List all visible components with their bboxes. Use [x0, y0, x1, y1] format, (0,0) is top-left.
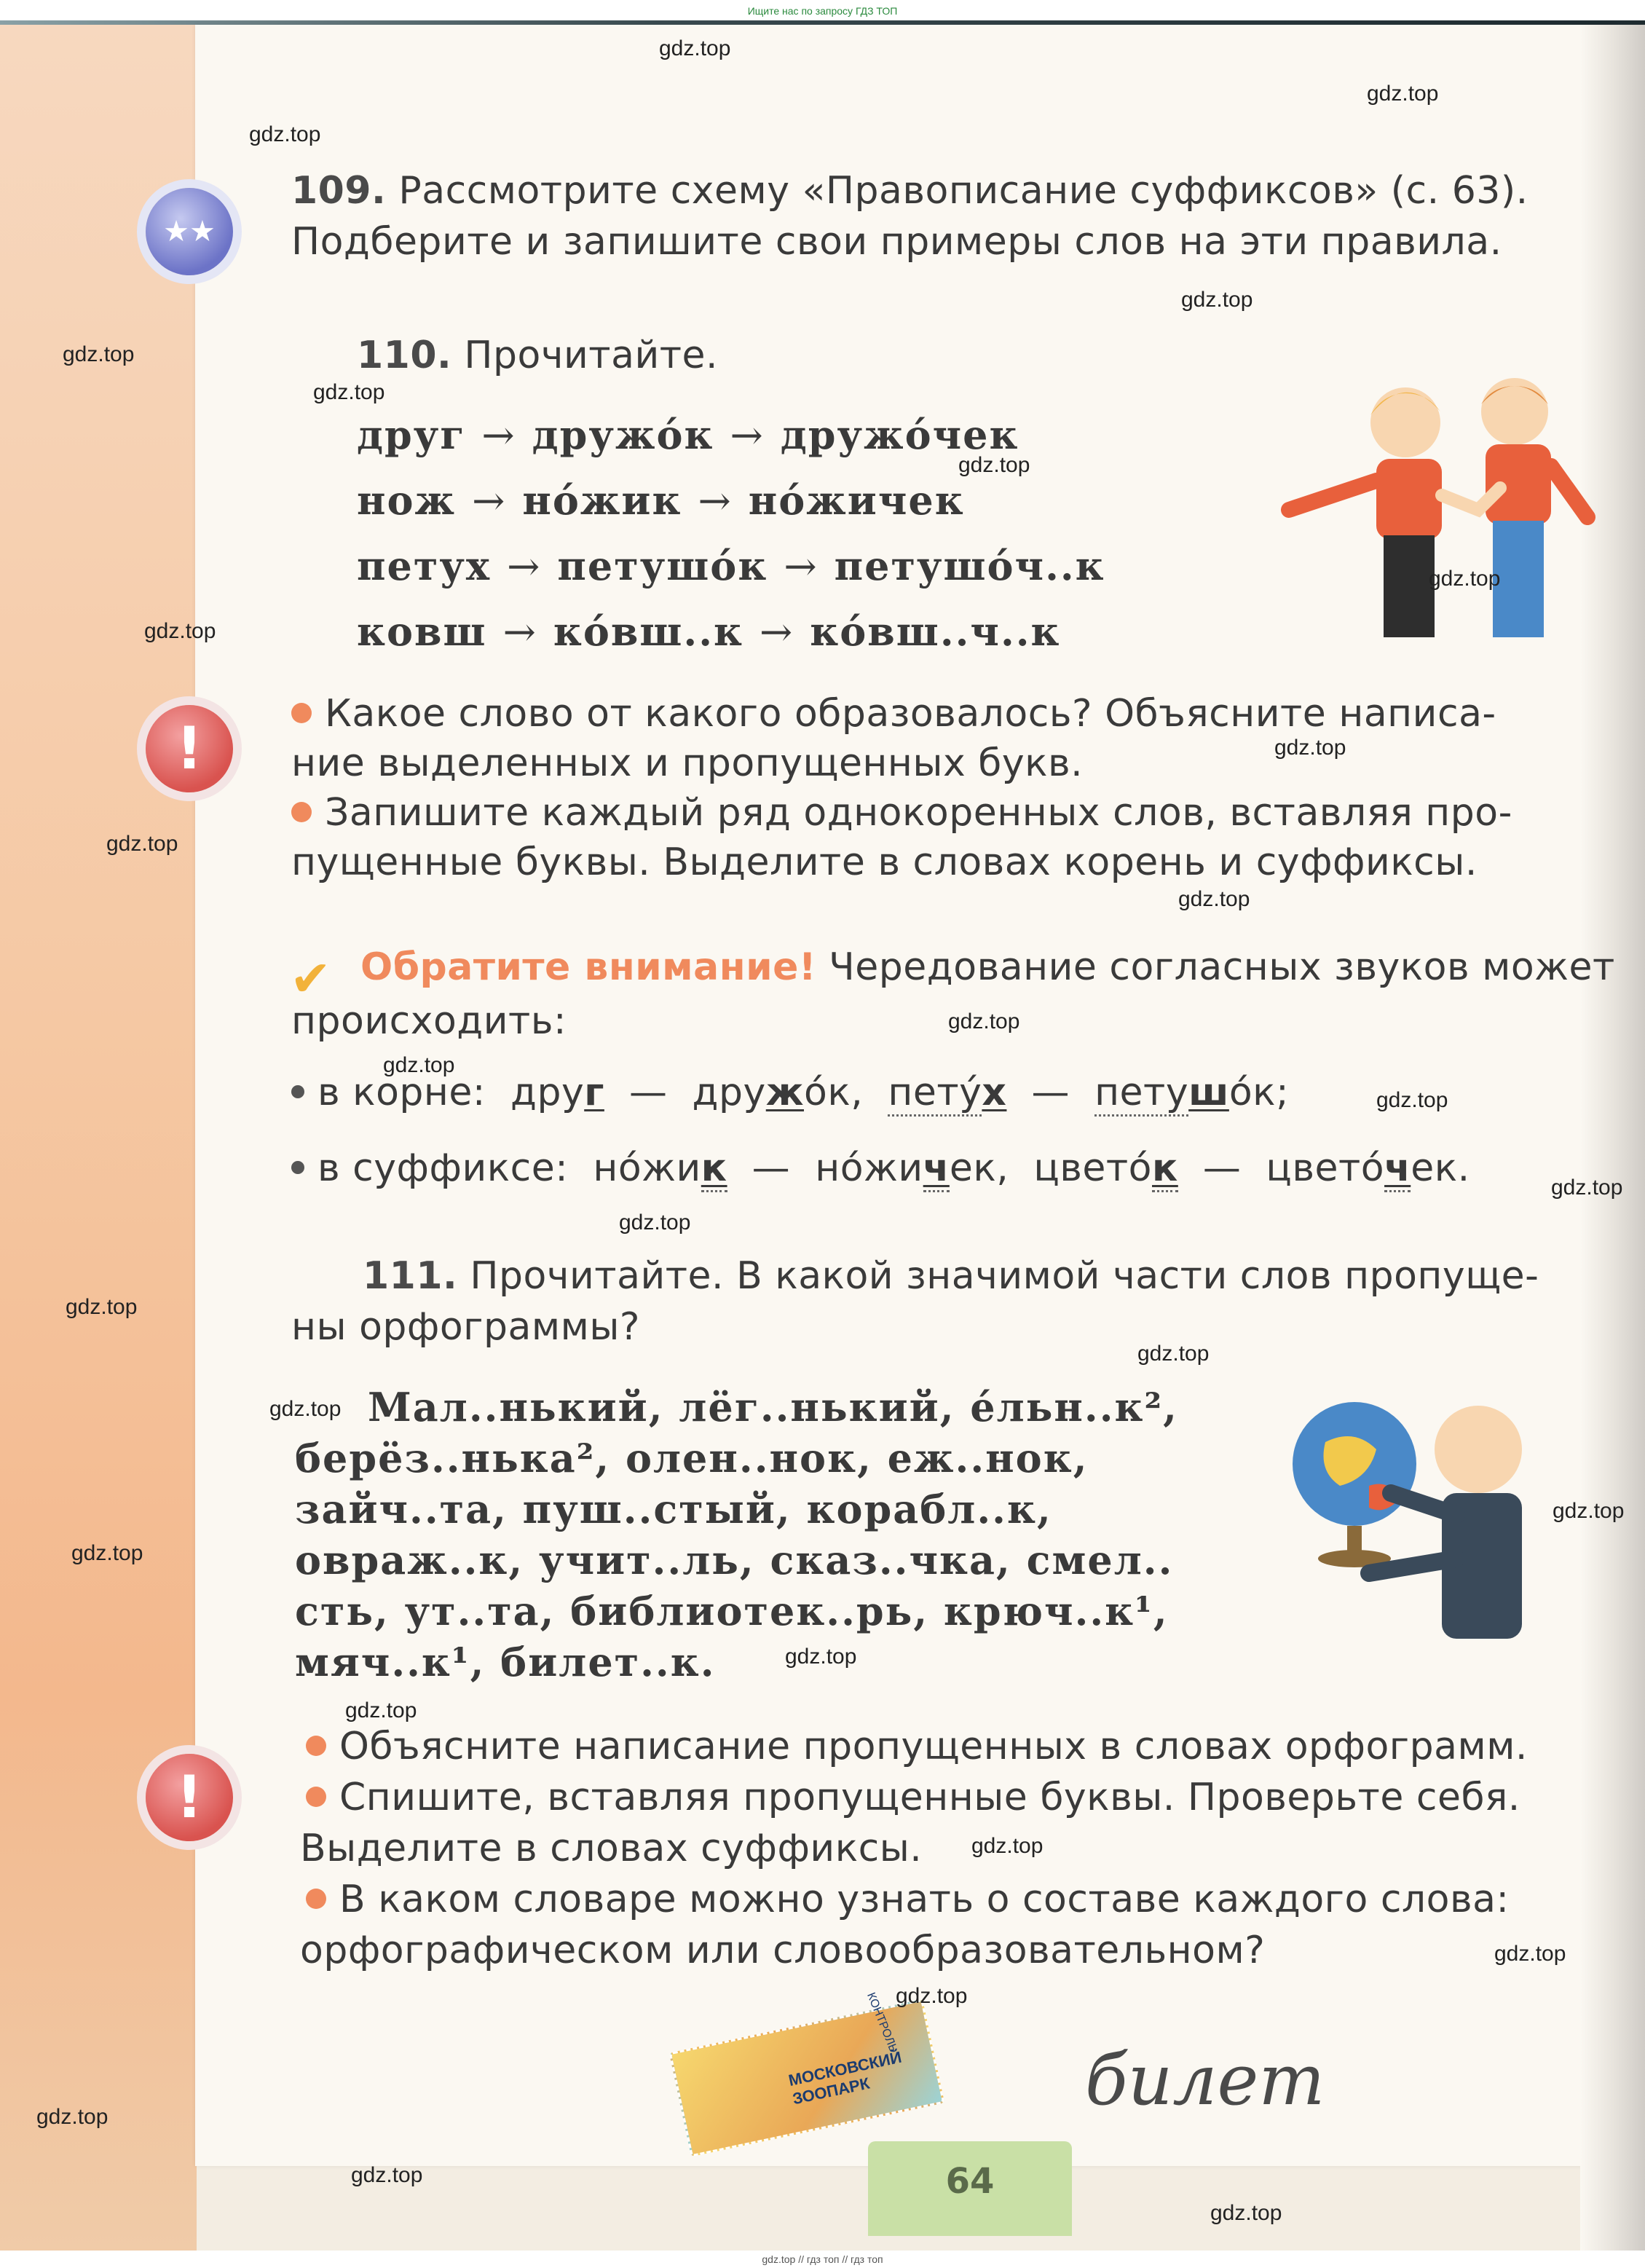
arrow-icon: → — [507, 543, 542, 589]
arrow-icon: → — [502, 609, 537, 655]
watermark: gdz.top — [106, 832, 178, 856]
ex111-line1 — [363, 1254, 1645, 1298]
letter-highlight: ш — [1188, 1071, 1229, 1114]
ex110-task1a: Какое слово от какого образовалось? Объясните написа- — [325, 692, 1496, 736]
watermark: gdz.top — [1210, 2201, 1282, 2225]
ex111-words-line: сть, ут..та, библиотек..рь, крюч..к¹, — [295, 1588, 1169, 1634]
note-suffix-line — [291, 1146, 1595, 1190]
letter-highlight: ч — [923, 1146, 950, 1192]
word-part: о́к; — [1228, 1071, 1290, 1114]
root-label: в корне: — [317, 1071, 486, 1114]
watermark: gdz.top — [144, 619, 216, 643]
page-number: 64 — [868, 2141, 1072, 2236]
ex110-row — [357, 477, 965, 524]
ex110-task1-line1 — [291, 692, 1595, 736]
ex110-title: Прочитайте. — [464, 334, 719, 377]
word-part: но́жи — [815, 1146, 923, 1190]
bullet-dot-icon — [291, 1085, 304, 1098]
ticket-side-label: КОНТРОЛЬ — [864, 1991, 900, 2055]
ex111-task1-text: Объясните написание пропущенных в словах орфограмм. — [339, 1725, 1528, 1768]
watermark: gdz.top — [1274, 736, 1346, 760]
watermark: gdz.top — [36, 2105, 109, 2129]
word-part: пету́ — [888, 1071, 982, 1117]
watermark: gdz.top — [313, 380, 385, 404]
arrow-icon: → — [760, 609, 794, 655]
ticket-label: МОСКОВСКИЙ ЗООПАРК — [786, 2047, 904, 2108]
word-part: дру — [510, 1071, 585, 1114]
letter-highlight: ч — [1384, 1146, 1411, 1192]
watermark: gdz.top — [1553, 1499, 1625, 1523]
watermark: gdz.top — [948, 1009, 1020, 1033]
note-text-a: Чередование согласных звуков может — [829, 945, 1615, 989]
ex111-task3-line1 — [306, 1878, 1609, 1921]
ex111-words-line: мяч..к¹, билет..к. — [295, 1639, 716, 1685]
word: друг — [357, 412, 466, 458]
checkmark-icon: ✔ — [290, 950, 331, 1008]
watermark: gdz.top — [896, 1984, 968, 2008]
letter-highlight: к — [701, 1146, 727, 1192]
dash: — — [752, 1146, 791, 1190]
boy-with-globe-illustration — [1282, 1384, 1587, 1675]
word: петушо́ч..к — [834, 543, 1105, 589]
watermark: gdz.top — [1494, 1942, 1566, 1966]
watermark: gdz.top — [1178, 887, 1250, 911]
word-part: ек. — [1411, 1146, 1470, 1190]
watermark: gdz.top — [1137, 1342, 1210, 1366]
watermark: gdz.top — [71, 1541, 143, 1565]
watermark: gdz.top — [958, 453, 1030, 477]
ex111-number: 111. — [363, 1254, 458, 1298]
bullet-icon — [306, 1736, 326, 1756]
word-part: о́к, — [804, 1071, 864, 1114]
letter-highlight: ж — [765, 1071, 804, 1114]
ex110-task2-line2: пущенные буквы. Выделите в словах корень и суффиксы. — [291, 840, 1478, 884]
ex110-row — [357, 543, 1105, 589]
ex109-text1: Рассмотрите схему «Правописание суффиксов» (с. 63). — [398, 169, 1528, 213]
bullet-icon — [291, 802, 312, 822]
handwritten-word: билет — [1085, 2039, 1325, 2121]
dash: — — [628, 1071, 668, 1114]
letter-highlight: х — [982, 1071, 1007, 1114]
ex111-task3a: В каком словаре можно узнать о составе каждого слова: — [339, 1878, 1510, 1921]
watermark: gdz.top — [351, 2163, 423, 2187]
bullet-icon — [306, 1787, 326, 1807]
dash: — — [1202, 1146, 1242, 1190]
watermark: gdz.top — [63, 342, 135, 366]
dash: — — [1031, 1071, 1070, 1114]
top-bar: Ищите нас по запросу ГДЗ ТОП — [0, 0, 1645, 25]
ex111-words-line: зайч..та, пуш..стый, корабл..к, — [295, 1486, 1052, 1532]
ex110-number: 110. — [357, 334, 452, 377]
attention-label: Обратите внимание! — [360, 945, 817, 989]
word: но́жик — [522, 477, 682, 524]
arrow-icon: → — [730, 412, 765, 458]
word: но́жичек — [748, 477, 965, 524]
watermark: gdz.top — [1181, 288, 1253, 312]
exclamation-icon: ! — [146, 705, 233, 792]
bottom-bar: gdz.top // гдз топ // гдз топ — [0, 2251, 1645, 2268]
stars-icon: ★★ — [146, 188, 233, 275]
ex109-line2: Подберите и запишите свои примеры слов на эти правила. — [291, 220, 1502, 264]
suffix-label: в суффиксе: — [317, 1146, 569, 1190]
word: дружо́к — [532, 412, 714, 458]
watermark: gdz.top — [1376, 1088, 1448, 1112]
note-line1 — [360, 945, 1645, 989]
ex110-row — [357, 608, 1061, 655]
bullet-icon — [291, 703, 312, 723]
arrow-icon: → — [784, 543, 818, 589]
watermark: gdz.top — [269, 1397, 342, 1421]
ex111-task3-line2: орфографическом или словообразовательном? — [300, 1929, 1266, 1972]
ex109-number: 109. — [291, 169, 387, 213]
word: нож — [357, 477, 457, 524]
word-part: ек, — [949, 1146, 1009, 1190]
ex110-task1-line2: ние выделенных и пропущенных букв. — [291, 741, 1084, 785]
watermark: gdz.top — [619, 1210, 691, 1235]
word: петушо́к — [557, 543, 768, 589]
arrow-icon: → — [481, 412, 516, 458]
watermark: gdz.top — [1429, 567, 1501, 591]
watermark: gdz.top — [971, 1834, 1044, 1858]
word-part: цвето́ — [1033, 1146, 1152, 1190]
ex111-words-line: Мал..нький, лёг..нький, е́льн..к², — [368, 1384, 1178, 1430]
word-part: цвето́ — [1266, 1146, 1385, 1190]
ex110-row — [357, 412, 1019, 458]
watermark: gdz.top — [785, 1645, 857, 1669]
arrow-icon: → — [472, 478, 507, 524]
ex111-line2: ны орфограммы? — [291, 1305, 640, 1349]
watermark: gdz.top — [66, 1295, 138, 1319]
arrow-icon: → — [698, 478, 733, 524]
watermark: gdz.top — [1551, 1176, 1623, 1200]
letter-highlight: г — [584, 1071, 604, 1114]
ex111-task1 — [306, 1725, 1609, 1768]
bullet-dot-icon — [291, 1161, 304, 1174]
letter-highlight: к — [1152, 1146, 1178, 1192]
ex111-words-line: берёз..нька², олен..нок, еж..нок, — [295, 1435, 1089, 1481]
watermark: gdz.top — [383, 1053, 455, 1077]
ex110-heading — [357, 334, 1645, 377]
ex111-task2a: Спишите, вставляя пропущенные буквы. Проверьте себя. — [339, 1776, 1520, 1819]
watermark: gdz.top — [345, 1698, 417, 1722]
exclamation-icon: ! — [146, 1754, 233, 1841]
boys-illustration — [1238, 371, 1602, 648]
ex109-line1 — [291, 169, 1595, 213]
word-part: дру — [692, 1071, 766, 1114]
word: ко́вш..к — [553, 608, 743, 655]
word: ковш — [357, 608, 487, 655]
word-part: но́жи — [593, 1146, 701, 1190]
word: дружо́чек — [780, 412, 1019, 458]
watermark: gdz.top — [249, 122, 321, 146]
ex111-task2-line1 — [306, 1776, 1609, 1819]
word-part: пету — [1094, 1071, 1188, 1117]
ex111-words-line: овраж..к, учит..ль, сказ..чка, смел.. — [295, 1537, 1174, 1583]
watermark: gdz.top — [659, 36, 731, 60]
word: петух — [357, 543, 492, 589]
ex111-text1: Прочитайте. В какой значимой части слов пропуще- — [470, 1254, 1539, 1298]
watermark: gdz.top — [1367, 82, 1439, 106]
bullet-icon — [306, 1889, 326, 1909]
ex110-task2-line1 — [291, 791, 1595, 835]
note-line2: происходить: — [291, 999, 567, 1043]
ex111-task2-line2: Выделите в словах суффиксы. — [300, 1827, 923, 1870]
ex110-task2a: Запишите каждый ряд однокоренных слов, вставляя про- — [325, 791, 1512, 835]
word: ко́вш..ч..к — [810, 608, 1061, 655]
